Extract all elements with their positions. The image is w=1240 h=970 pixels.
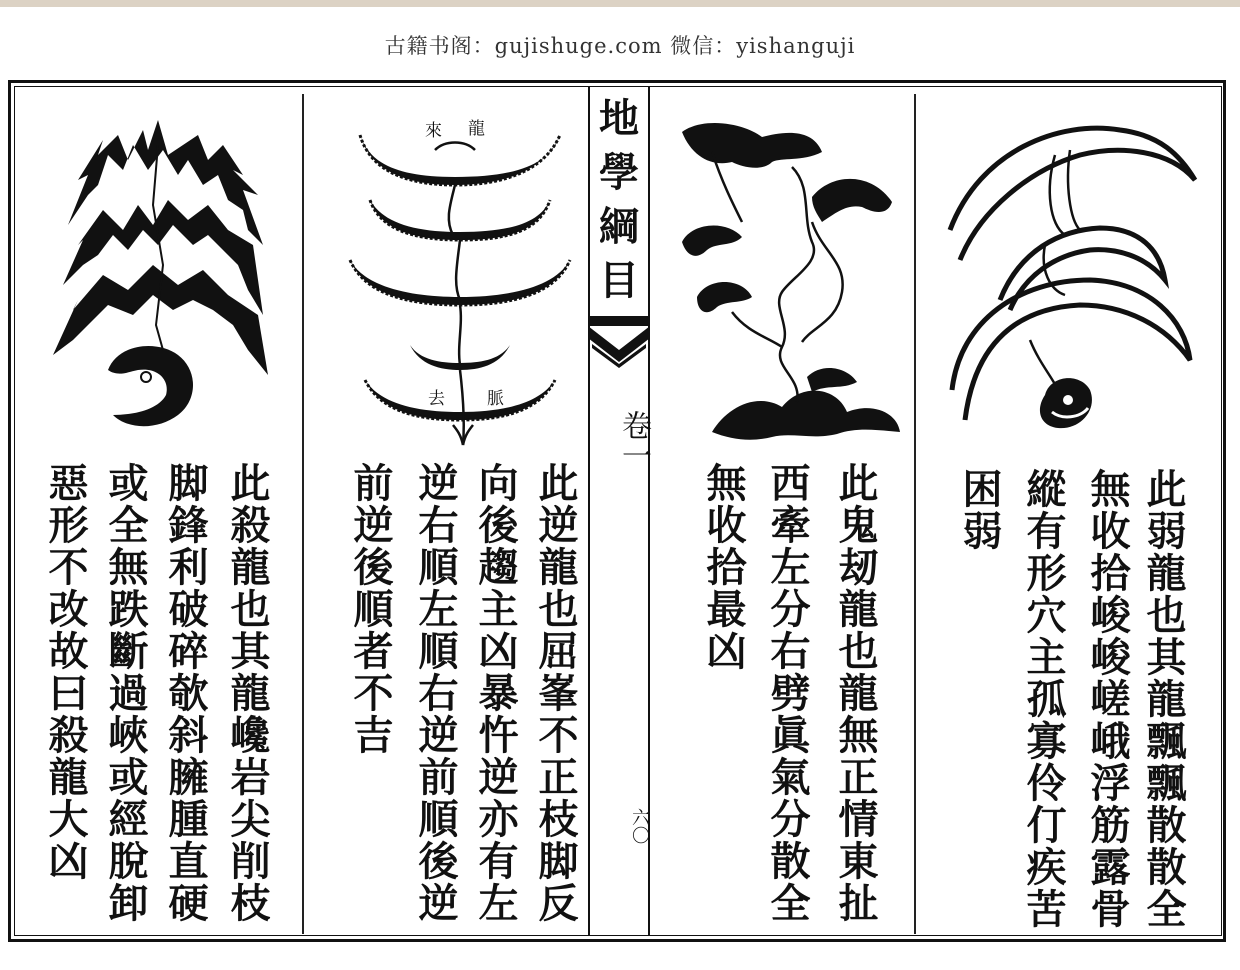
reverse-dragon-text-4: 前逆後順者不吉 <box>347 462 394 756</box>
weak-dragon-illustration <box>940 110 1200 460</box>
weak-dragon-text-3: 縱有形穴主孤寡伶仃疾苦 <box>1020 468 1067 930</box>
fishtail-mark <box>588 316 650 370</box>
reverse-dragon-text-3: 逆右順左順右逆前順後逆 <box>412 462 459 924</box>
page-number-text: 六〇 <box>629 808 650 844</box>
title-char: 地 <box>599 95 639 142</box>
watermark-text: 古籍书阁：gujishuge.com 微信：yishanguji <box>384 34 856 58</box>
ghost-dragon-text-3: 無收拾最凶 <box>700 462 747 672</box>
volume-text: 卷一 <box>616 410 651 470</box>
top-border-strip <box>0 0 1240 7</box>
killing-dragon-text-1: 此殺龍也其龍巉岩尖削枝 <box>224 462 271 924</box>
reverse-dragon-text-2: 向後趨主凶暴忤逆亦有左 <box>472 462 519 924</box>
divider-right <box>914 94 916 934</box>
title-char: 學 <box>599 149 639 196</box>
ghost-dragon-text-1: 此鬼刼龍也龍無正情東扯 <box>832 462 879 924</box>
ghost-dragon-illustration <box>672 112 902 452</box>
weak-dragon-text-2: 無收拾峻峻嵯峨浮筋露骨 <box>1084 468 1131 930</box>
label-top-right: 龍 <box>468 119 485 139</box>
killing-dragon-text-3: 或全無跌斷過峽或經脫卸 <box>102 462 149 924</box>
divider-left <box>302 94 304 934</box>
killing-dragon-text-2: 脚鋒利破碎欹斜臃腫直硬 <box>162 462 209 924</box>
killing-dragon-text-4: 惡形不改故曰殺龍大凶 <box>42 462 89 882</box>
book-title <box>588 92 650 308</box>
label-bottom-left: 去 <box>428 389 445 409</box>
label-bottom-right: 脈 <box>487 389 504 409</box>
weak-dragon-text-4: 困弱 <box>956 468 1003 552</box>
ghost-dragon-text-2: 西牽左分右劈眞氣分散全 <box>764 462 811 924</box>
page-number <box>588 808 650 844</box>
weak-dragon-text-1: 此弱龍也其龍飄飄散散全 <box>1140 468 1187 930</box>
volume-label <box>588 410 650 470</box>
title-char: 綱 <box>599 203 639 250</box>
killing-dragon-illustration <box>48 115 273 445</box>
title-char: 目 <box>599 257 639 304</box>
reverse-dragon-text-1: 此逆龍也屈峯不正枝脚反 <box>532 462 579 924</box>
reverse-dragon-illustration <box>345 125 575 450</box>
label-top-left: 來 <box>425 121 442 141</box>
